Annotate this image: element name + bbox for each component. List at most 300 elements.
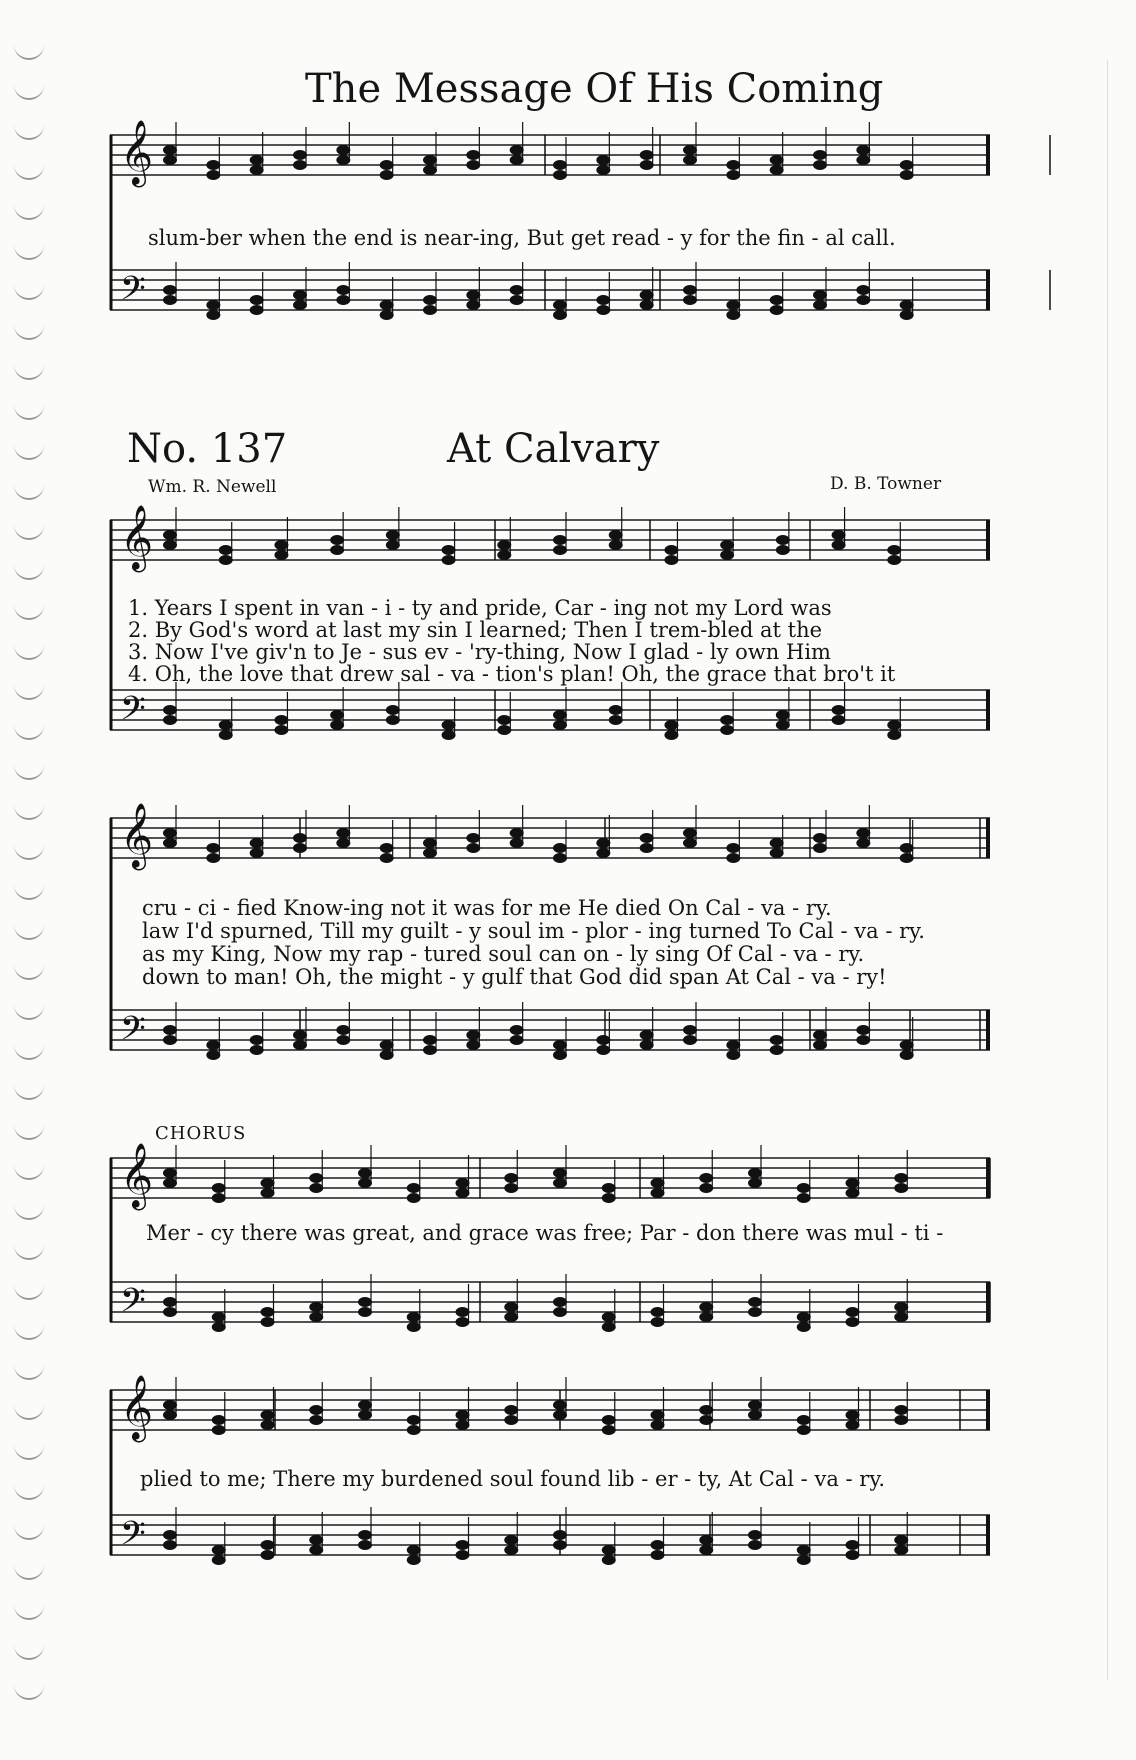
notehead — [212, 1312, 226, 1322]
notehead — [770, 295, 784, 305]
notehead — [466, 300, 480, 310]
notehead — [250, 155, 264, 165]
notehead — [813, 300, 827, 310]
notehead — [699, 1535, 713, 1545]
verse-2-line1: 2. By God's word at last my sin I learned; Then I trem-bled at the — [128, 618, 823, 642]
notehead — [504, 1302, 518, 1312]
notehead — [720, 725, 734, 735]
notehead — [900, 170, 914, 180]
notehead — [596, 838, 610, 848]
notehead — [900, 160, 914, 170]
notehead — [510, 828, 524, 838]
notehead — [274, 715, 288, 725]
notehead — [720, 715, 734, 725]
notehead — [813, 160, 827, 170]
notehead — [386, 530, 400, 540]
notehead — [797, 1183, 811, 1193]
treble-clef-icon: 𝄞 — [120, 1375, 154, 1440]
notehead — [456, 1550, 470, 1560]
notehead — [596, 155, 610, 165]
notehead — [330, 545, 344, 555]
notehead — [309, 1405, 323, 1415]
notehead — [163, 295, 177, 305]
binding-ring — [14, 1280, 44, 1300]
binding-ring — [14, 280, 44, 300]
notehead — [309, 1173, 323, 1183]
notehead — [770, 165, 784, 175]
verse-4-line2: down to man! Oh, the might - y gulf that God did span At Cal - va - ry! — [142, 965, 887, 989]
binding-ring — [14, 1680, 44, 1700]
notehead — [386, 715, 400, 725]
binding-ring — [14, 1120, 44, 1140]
verse-3-line1: 3. Now I've giv'n to Je - sus ev - 'ry-thing, Now I glad - ly own Him — [128, 640, 831, 664]
treble-clef-icon: 𝄞 — [120, 120, 154, 185]
notehead — [748, 1297, 762, 1307]
notehead — [846, 1420, 860, 1430]
notehead — [407, 1183, 421, 1193]
notehead — [553, 1297, 567, 1307]
notehead — [163, 1297, 177, 1307]
binding-ring — [14, 360, 44, 380]
notehead — [407, 1545, 421, 1555]
notehead — [553, 170, 567, 180]
notehead — [163, 1178, 177, 1188]
notehead — [699, 1173, 713, 1183]
notehead — [726, 310, 740, 320]
notehead — [163, 828, 177, 838]
notehead — [466, 150, 480, 160]
notehead — [407, 1555, 421, 1565]
binding-ring — [14, 1560, 44, 1580]
binding-ring — [14, 400, 44, 420]
hymn-title: At Calvary — [447, 426, 660, 472]
notehead — [309, 1183, 323, 1193]
notehead — [726, 170, 740, 180]
binding-ring — [14, 1440, 44, 1460]
notehead — [380, 160, 394, 170]
notehead — [770, 1045, 784, 1055]
notehead — [813, 843, 827, 853]
notehead — [846, 1317, 860, 1327]
notehead — [423, 1035, 437, 1045]
binding-ring — [14, 1080, 44, 1100]
notehead — [407, 1415, 421, 1425]
notehead — [206, 1050, 220, 1060]
notehead — [261, 1410, 275, 1420]
notehead — [553, 843, 567, 853]
verse-3-line2: as my King, Now my rap - tured soul can on - ly sing Of Cal - va - ry. — [142, 942, 865, 966]
notehead — [250, 838, 264, 848]
notehead — [797, 1193, 811, 1203]
notehead — [250, 165, 264, 175]
notehead — [596, 1035, 610, 1045]
notehead — [900, 843, 914, 853]
notehead — [553, 535, 567, 545]
notehead — [596, 305, 610, 315]
binding-ring — [14, 960, 44, 980]
binding-ring — [14, 480, 44, 500]
notehead — [497, 715, 511, 725]
notehead — [456, 1420, 470, 1430]
notehead — [250, 848, 264, 858]
notehead — [887, 545, 901, 555]
binding-ring — [14, 320, 44, 340]
notehead — [640, 150, 654, 160]
notehead — [261, 1540, 275, 1550]
notehead — [887, 555, 901, 565]
notehead — [553, 300, 567, 310]
notehead — [856, 295, 870, 305]
notehead — [504, 1183, 518, 1193]
notehead — [456, 1188, 470, 1198]
notehead — [553, 545, 567, 555]
notehead — [330, 710, 344, 720]
notehead — [683, 295, 697, 305]
notehead — [726, 160, 740, 170]
notehead — [261, 1317, 275, 1327]
notehead — [813, 833, 827, 843]
notehead — [640, 160, 654, 170]
notehead — [206, 843, 220, 853]
notehead — [163, 145, 177, 155]
notehead — [894, 1312, 908, 1322]
notehead — [309, 1312, 323, 1322]
notehead — [640, 843, 654, 853]
notehead — [206, 853, 220, 863]
notehead — [846, 1307, 860, 1317]
notehead — [900, 853, 914, 863]
notehead — [856, 145, 870, 155]
notehead — [358, 1540, 372, 1550]
notehead — [274, 540, 288, 550]
notehead — [407, 1425, 421, 1435]
notehead — [887, 720, 901, 730]
notehead — [504, 1535, 518, 1545]
previous-hymn-title: The Message Of His Coming — [305, 66, 884, 112]
binding-ring — [14, 200, 44, 220]
notehead — [163, 285, 177, 295]
notehead — [219, 545, 233, 555]
binding-ring — [14, 880, 44, 900]
binding-ring — [14, 1000, 44, 1020]
bass-clef-icon: 𝄢 — [120, 1010, 146, 1056]
notehead — [797, 1555, 811, 1565]
notehead — [219, 555, 233, 565]
notehead — [813, 150, 827, 160]
notehead — [813, 290, 827, 300]
notehead — [856, 1035, 870, 1045]
notehead — [846, 1178, 860, 1188]
bass-clef-icon: 𝄢 — [120, 270, 146, 316]
notehead — [699, 1405, 713, 1415]
notehead — [336, 828, 350, 838]
notehead — [423, 155, 437, 165]
notehead — [510, 838, 524, 848]
notehead — [510, 145, 524, 155]
notehead — [358, 1178, 372, 1188]
binding-ring — [14, 720, 44, 740]
notehead — [442, 555, 456, 565]
notehead — [163, 1307, 177, 1317]
notehead — [510, 1025, 524, 1035]
notehead — [309, 1302, 323, 1312]
notehead — [602, 1545, 616, 1555]
notehead — [553, 720, 567, 730]
notehead — [776, 710, 790, 720]
notehead — [212, 1322, 226, 1332]
notehead — [466, 833, 480, 843]
binding-ring — [14, 800, 44, 820]
bass-clef-icon: 𝄢 — [120, 1282, 146, 1328]
notehead — [442, 720, 456, 730]
notehead — [466, 1030, 480, 1040]
notehead — [250, 305, 264, 315]
notehead — [856, 285, 870, 295]
notehead — [206, 160, 220, 170]
notehead — [894, 1545, 908, 1555]
treble-clef-icon: 𝄞 — [120, 505, 154, 570]
bass-clef-icon: 𝄢 — [120, 1515, 146, 1561]
notehead — [664, 720, 678, 730]
notehead — [510, 285, 524, 295]
notehead — [640, 290, 654, 300]
notehead — [748, 1410, 762, 1420]
notehead — [748, 1307, 762, 1317]
notehead — [894, 1415, 908, 1425]
notehead — [748, 1178, 762, 1188]
notehead — [748, 1530, 762, 1540]
notehead — [504, 1415, 518, 1425]
notehead — [212, 1425, 226, 1435]
notehead — [856, 1025, 870, 1035]
notehead — [748, 1168, 762, 1178]
notehead — [504, 1312, 518, 1322]
notehead — [770, 838, 784, 848]
notehead — [380, 853, 394, 863]
page-edge — [1107, 60, 1108, 1680]
notehead — [309, 1535, 323, 1545]
notehead — [212, 1415, 226, 1425]
binding-ring — [14, 1600, 44, 1620]
notehead — [206, 300, 220, 310]
notehead — [380, 300, 394, 310]
notehead — [832, 715, 846, 725]
notehead — [776, 535, 790, 545]
notehead — [553, 853, 567, 863]
previous-hymn-lyric: slum-ber when the end is near-ing, But get read - y for the fin - al call. — [148, 226, 896, 250]
binding-ring — [14, 560, 44, 580]
notehead — [163, 715, 177, 725]
notehead — [274, 550, 288, 560]
notehead — [596, 1045, 610, 1055]
notehead — [748, 1540, 762, 1550]
notehead — [832, 540, 846, 550]
notehead — [900, 1040, 914, 1050]
notehead — [261, 1307, 275, 1317]
notehead — [407, 1312, 421, 1322]
notehead — [293, 300, 307, 310]
notehead — [664, 730, 678, 740]
notehead — [664, 545, 678, 555]
notehead — [386, 705, 400, 715]
notehead — [163, 1400, 177, 1410]
notehead — [219, 720, 233, 730]
notehead — [726, 1040, 740, 1050]
notehead — [510, 295, 524, 305]
notehead — [894, 1302, 908, 1312]
notehead — [553, 1050, 567, 1060]
notehead — [609, 705, 623, 715]
notehead — [683, 1035, 697, 1045]
notehead — [553, 710, 567, 720]
binding-ring — [14, 1520, 44, 1540]
notehead — [726, 300, 740, 310]
notehead — [466, 843, 480, 853]
author: Wm. R. Newell — [148, 477, 277, 497]
notehead — [212, 1555, 226, 1565]
notehead — [640, 1040, 654, 1050]
notehead — [163, 1540, 177, 1550]
notehead — [358, 1410, 372, 1420]
notehead — [163, 530, 177, 540]
notehead — [797, 1425, 811, 1435]
notehead — [683, 155, 697, 165]
binding-ring — [14, 640, 44, 660]
notehead — [553, 1178, 567, 1188]
notehead — [683, 828, 697, 838]
notehead — [330, 535, 344, 545]
notehead — [380, 1040, 394, 1050]
notehead — [212, 1183, 226, 1193]
notehead — [497, 550, 511, 560]
notehead — [163, 838, 177, 848]
verse-4-line1: 4. Oh, the love that drew sal - va - tion's plan! Oh, the grace that bro't it — [128, 662, 896, 686]
notehead — [664, 555, 678, 565]
notehead — [358, 1400, 372, 1410]
notehead — [212, 1193, 226, 1203]
notehead — [274, 725, 288, 735]
notehead — [442, 730, 456, 740]
notehead — [856, 828, 870, 838]
notehead — [358, 1297, 372, 1307]
binding-ring — [14, 440, 44, 460]
notehead — [602, 1312, 616, 1322]
notehead — [699, 1183, 713, 1193]
notehead — [813, 1030, 827, 1040]
binding-ring — [14, 240, 44, 260]
notehead — [358, 1307, 372, 1317]
notehead — [651, 1188, 665, 1198]
notehead — [813, 1040, 827, 1050]
binding-ring — [14, 80, 44, 100]
notehead — [894, 1535, 908, 1545]
notehead — [776, 720, 790, 730]
notehead — [596, 165, 610, 175]
notehead — [797, 1545, 811, 1555]
notehead — [776, 545, 790, 555]
notehead — [212, 1545, 226, 1555]
notehead — [250, 1045, 264, 1055]
notehead — [293, 290, 307, 300]
notehead — [640, 300, 654, 310]
binding-ring — [14, 680, 44, 700]
notehead — [261, 1550, 275, 1560]
notehead — [770, 305, 784, 315]
notehead — [602, 1555, 616, 1565]
notehead — [466, 160, 480, 170]
notehead — [423, 165, 437, 175]
notehead — [250, 295, 264, 305]
binding-ring — [14, 520, 44, 540]
notehead — [900, 1050, 914, 1060]
notehead — [423, 838, 437, 848]
notehead — [797, 1415, 811, 1425]
binding-ring — [14, 1360, 44, 1380]
notehead — [846, 1410, 860, 1420]
notehead — [336, 1035, 350, 1045]
notehead — [651, 1420, 665, 1430]
notehead — [336, 1025, 350, 1035]
notehead — [456, 1178, 470, 1188]
notehead — [770, 155, 784, 165]
notehead — [640, 833, 654, 843]
notehead — [250, 1035, 264, 1045]
notehead — [466, 290, 480, 300]
notehead — [720, 540, 734, 550]
notehead — [553, 1168, 567, 1178]
notehead — [442, 545, 456, 555]
notehead — [206, 170, 220, 180]
notehead — [683, 838, 697, 848]
hymn-number: No. 137 — [127, 426, 288, 472]
bass-clef-icon: 𝄢 — [120, 690, 146, 736]
notehead — [423, 848, 437, 858]
notehead — [163, 1410, 177, 1420]
notehead — [261, 1188, 275, 1198]
notehead — [602, 1322, 616, 1332]
notehead — [726, 853, 740, 863]
notehead — [504, 1405, 518, 1415]
notehead — [602, 1193, 616, 1203]
notehead — [602, 1415, 616, 1425]
notehead — [651, 1307, 665, 1317]
notehead — [726, 1050, 740, 1060]
notehead — [380, 843, 394, 853]
notehead — [699, 1302, 713, 1312]
notehead — [206, 310, 220, 320]
notehead — [163, 1168, 177, 1178]
notehead — [380, 310, 394, 320]
binding-ring — [14, 1160, 44, 1180]
notehead — [699, 1545, 713, 1555]
binding-ring — [14, 1480, 44, 1500]
notehead — [336, 145, 350, 155]
notehead — [770, 1035, 784, 1045]
notehead — [407, 1322, 421, 1332]
composer: D. B. Towner — [830, 474, 942, 494]
notehead — [900, 310, 914, 320]
binding-ring — [14, 600, 44, 620]
binding-ring — [14, 1640, 44, 1660]
notehead — [894, 1183, 908, 1193]
notehead — [651, 1550, 665, 1560]
notehead — [309, 1545, 323, 1555]
notehead — [380, 1050, 394, 1060]
notehead — [510, 1035, 524, 1045]
notehead — [596, 848, 610, 858]
notehead — [456, 1307, 470, 1317]
notehead — [497, 540, 511, 550]
